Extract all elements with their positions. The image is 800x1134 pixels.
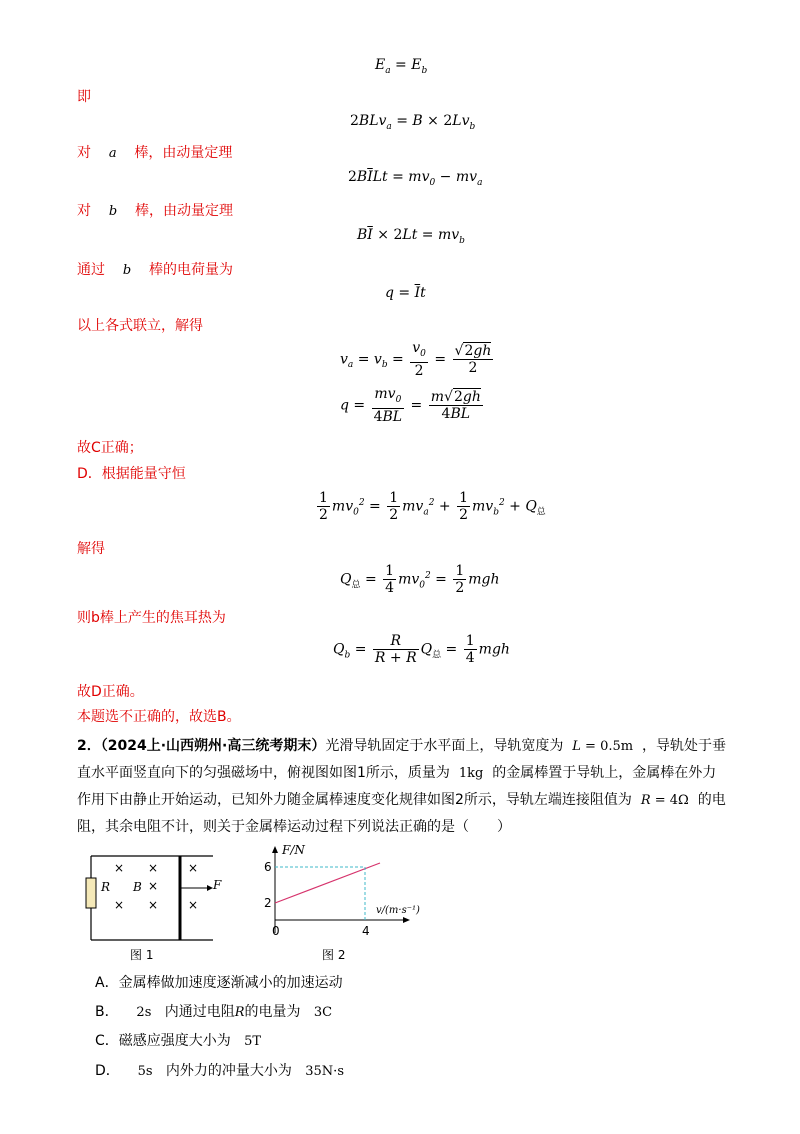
eq-charge: $q = \overline{I}t$ [385, 285, 426, 301]
question-2-stem: 2．（2024上·山西朔州·高三统考期末）光滑导轨固定于水平面上，导轨宽度为 L = 0.5m ，导轨处于垂直水平面竖直向下的匀强磁场中，俯视图如图1所示，质量为 1kg 的金属棒置于导轨上，金属棒在外力作用下由静止开始运动，已知外力随金属棒速度变化规律如图2所示，导轨左端连接阻值为 R = 4Ω 的电阻，其余电阻不计，则关于金属棒运动过程下列说法正确的是（ ） [77, 738, 726, 835]
fig1-force-label: F [213, 878, 222, 892]
fig1-resistor-label: R [101, 880, 111, 894]
eq-energy: $\frac{1}{2}$ $mv_0^2$ = $\frac{1}{2}$ $mv_a^2$ + $\frac{1}{2}$ $mv_b^2 + Q_总$ [319, 490, 546, 523]
text-dui-b: 对 b 棒，由动量定理 [77, 203, 233, 219]
text-dui-a: 对 a 棒，由动量定理 [77, 145, 233, 161]
fig2-y-axis-label: F/N [282, 843, 305, 857]
option-d[interactable]: D． 5s 内外力的冲量大小为 35N·s [95, 1063, 344, 1079]
fig1-cross: × [148, 879, 159, 893]
fig2-x-tick-4: 4 [362, 924, 370, 938]
fig2-origin: 0 [272, 924, 280, 938]
text-d-intro: D．根据能量守恒 [77, 466, 186, 482]
text-d-correct: 故D正确。 [77, 684, 144, 700]
text-lianli: 以上各式联立，解得 [77, 318, 203, 334]
text-b-heat: 则b棒上产生的焦耳热为 [77, 610, 226, 626]
fig2-y-tick-6: 6 [264, 860, 272, 874]
fig2-x-axis-label: v/(m·s⁻¹) [376, 905, 420, 916]
text-tongguo: 通过 b 棒的电荷量为 [77, 262, 233, 278]
eq-q-result: q = $\frac{mv_0}{4BL}$ = $\frac{m√2gh}{4BL}$ [340, 386, 481, 425]
fig1-cross: × [148, 861, 159, 875]
fig1-field-label: B [133, 880, 142, 894]
fig2-caption: 图 2 [322, 948, 346, 962]
eq-va-vb: $v_a = v_b$ = $\frac{v_0}{2}$ = $\frac{√2gh}{2}$ [340, 340, 492, 379]
option-c[interactable]: C．磁感应强度大小为 5T [95, 1033, 262, 1049]
fig1-cross: × [148, 898, 159, 912]
eq-ea-eq-eb: $E_a = E_b$ [375, 57, 428, 76]
fig1-cross: × [188, 898, 199, 912]
text-jiede: 解得 [77, 541, 105, 557]
fig1-cross: × [188, 861, 199, 875]
text-conclusion: 本题选不正确的，故选B。 [77, 709, 241, 725]
text-ji: 即 [77, 89, 91, 105]
fig1-cross: × [114, 898, 125, 912]
fig1-caption: 图 1 [130, 948, 154, 962]
figure-2-graph [262, 845, 412, 940]
eq-qb: $Q_b$ = $\frac{R}{R + R}$ $Q_总$ = $\frac{1}{4}$ mgh [333, 633, 510, 666]
eq-q-total: $Q_总$ = $\frac{1}{4}$ $mv_0^2$ = $\frac{1}{2}$ mgh [340, 563, 500, 596]
eq-velocity-relation: $2BLv_a = B \times 2Lv_b$ [350, 113, 476, 132]
option-b[interactable]: B． 2s 内通过电阻R的电量为 3C [95, 1004, 333, 1020]
eq-momentum-b: $B\overline{I} \times 2Lt = mv_b$ [357, 227, 465, 246]
text-c-correct: 故C正确； [77, 440, 143, 456]
eq-momentum-a: $2B\overline{I}Lt = mv_0 - mv_a$ [348, 169, 483, 188]
fig2-y-tick-2: 2 [264, 896, 272, 910]
fig1-cross: × [114, 861, 125, 875]
option-a[interactable]: A．金属棒做加速度逐渐减小的加速运动 [95, 975, 343, 991]
